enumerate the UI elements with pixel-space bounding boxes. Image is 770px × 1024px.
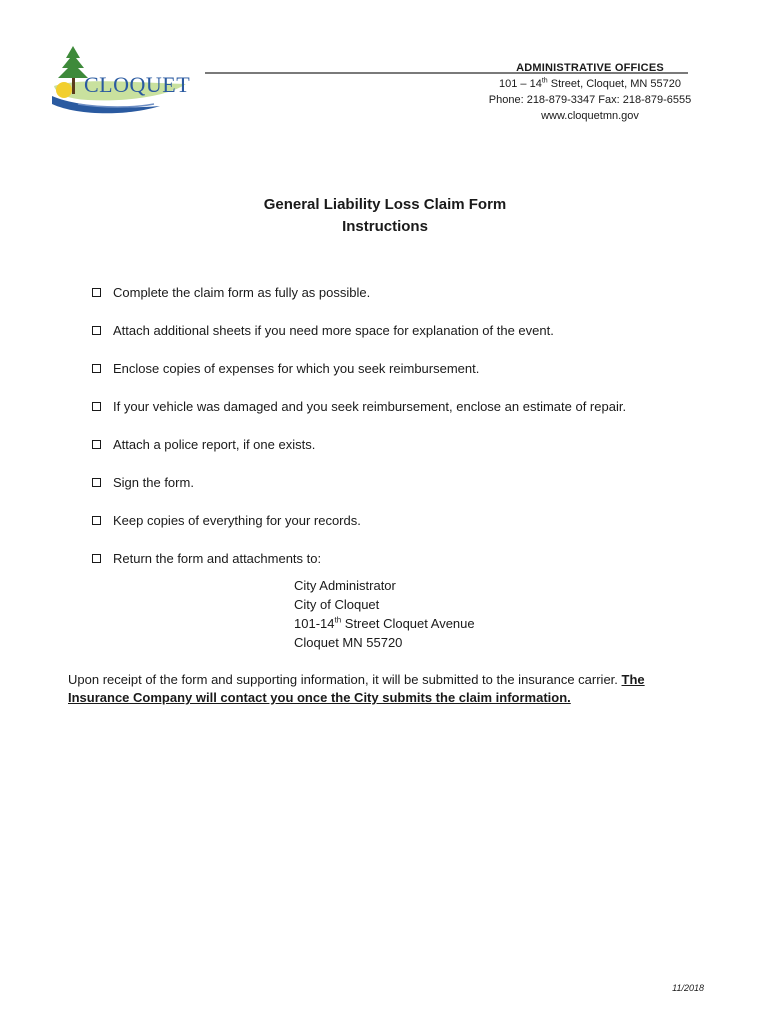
document-title-line2: Instructions	[342, 218, 428, 235]
checkbox-icon	[92, 478, 101, 487]
checkbox-icon	[92, 288, 101, 297]
checklist-item	[92, 387, 732, 425]
checkbox-icon	[92, 326, 101, 335]
checklist-item	[92, 425, 732, 463]
checkbox-icon	[92, 554, 101, 563]
revision-date: 11/2018	[672, 983, 704, 993]
address-line-organization: City of Cloquet	[294, 597, 380, 612]
checklist-item	[92, 349, 732, 387]
checkbox-icon	[92, 516, 101, 525]
checklist-item	[92, 273, 732, 311]
checklist-item-text: Keep copies of everything for your records.	[113, 512, 361, 528]
checklist-item-text: Return the form and attachments to:	[113, 550, 322, 566]
checklist-item	[92, 463, 732, 501]
closing-text: Upon receipt of the form and supporting information, it will be submitted to the insurance carrier.	[68, 672, 622, 687]
checklist-item-text: Complete the claim form as fully as possible.	[113, 284, 371, 300]
office-phone-fax: Phone: 218-879-3347 Fax: 218-879-6555	[488, 94, 692, 106]
checklist-item-text: Enclose copies of expenses for which you seek reimbursement.	[113, 360, 480, 376]
office-address	[440, 76, 740, 92]
address-street-ordinal: th	[334, 615, 342, 625]
closing-paragraph	[68, 671, 708, 707]
office-contact-block	[440, 60, 740, 124]
address-line-recipient: City Administrator	[294, 578, 396, 593]
office-address-number: 101 – 14	[499, 78, 542, 90]
checklist-item-text: Attach a police report, if one exists.	[113, 436, 316, 452]
checklist-item-text: Sign the form.	[113, 474, 194, 490]
office-title: ADMINISTRATIVE OFFICES	[516, 62, 664, 74]
checkbox-icon	[92, 440, 101, 449]
checkbox-icon	[92, 364, 101, 373]
instruction-checklist	[92, 273, 732, 577]
document-title	[0, 194, 770, 238]
checkbox-icon	[92, 402, 101, 411]
logo-wordmark: CLOQUET	[84, 72, 191, 97]
address-street-name: Street Cloquet Avenue	[341, 616, 475, 631]
checklist-item-text: If your vehicle was damaged and you seek reimbursement, enclose an estimate of repair.	[113, 398, 627, 414]
city-logo	[48, 44, 198, 124]
address-street-number: 101-14	[294, 616, 335, 631]
office-website: www.cloquetmn.gov	[541, 110, 639, 122]
return-address	[294, 576, 475, 652]
checklist-item-text: Attach additional sheets if you need more space for explanation of the event.	[113, 322, 554, 338]
office-address-ordinal: th	[541, 77, 548, 85]
checklist-item	[92, 501, 732, 539]
checklist-item	[92, 311, 732, 349]
closing-emphasis: The Insurance Company will contact you once the City submits the claim information.	[68, 672, 645, 705]
checklist-item	[92, 539, 732, 577]
address-line-street	[294, 614, 475, 633]
document-title-line1: General Liability Loss Claim Form	[263, 196, 507, 213]
address-line-city: Cloquet MN 55720	[294, 635, 403, 650]
office-address-street: Street, Cloquet, MN 55720	[547, 78, 681, 90]
